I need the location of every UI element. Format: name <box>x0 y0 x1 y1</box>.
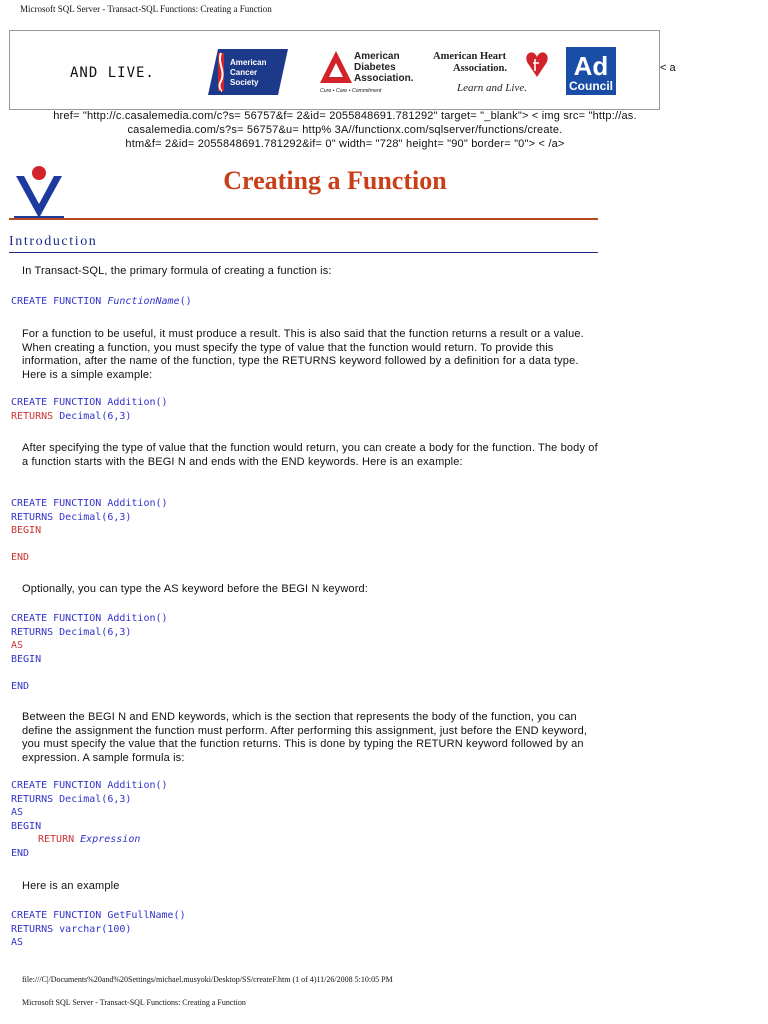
paragraph: Here is an example <box>22 880 120 892</box>
code-token: FunctionName <box>107 296 180 307</box>
code-token: RETURNS <box>11 410 54 422</box>
aha-line-1: American Heart <box>433 51 507 62</box>
code-line: CREATE FUNCTION Addition() <box>11 498 168 509</box>
footer-file-path: file:///C|/Documents%20and%20Settings/michael.musyoki/Desktop/SS/createF.htm (1 of 4)11/26/2008 5:10:05 PM <box>22 975 393 984</box>
raw-html-line: casalemedia.com/s?s= 56757&u= http% 3A//functionx.com/sqlserver/functions/create. <box>127 124 563 136</box>
code-token: Expression <box>80 834 141 846</box>
code-token: RETURN <box>38 834 75 846</box>
raw-html-line: href= "http://c.casalemedia.com/c?s= 56757&f= 2&id= 2055848691.781292" target= "_blank"> < img src= "http://as. <box>53 110 637 122</box>
code-line: CREATE FUNCTION Addition() <box>11 780 168 791</box>
footer-page-title: Microsoft SQL Server - Transact-SQL Functions: Creating a Function <box>22 998 246 1007</box>
ad-council-logo[interactable] <box>566 47 616 95</box>
ad-banner[interactable] <box>9 30 660 110</box>
paragraph: Optionally, you can type the AS keyword before the BEGI N keyword: <box>22 583 368 595</box>
functionx-logo <box>14 162 64 220</box>
code-line: BEGIN <box>11 653 42 665</box>
code-line: CREATE FUNCTION Addition() <box>11 397 168 408</box>
code-line: RETURNS Decimal(6,3) <box>11 626 132 638</box>
section-heading-introduction: Introduction <box>9 234 98 249</box>
code-line: BEGIN <box>11 820 42 832</box>
ada-line-3: Association. <box>354 73 414 84</box>
adc-line-1: Ad <box>573 51 609 81</box>
adc-line-2: Council <box>569 79 613 93</box>
code-token: CREATE FUNCTION <box>11 296 102 307</box>
code-line: RETURNS Decimal(6,3) <box>11 793 132 805</box>
code-line: CREATE FUNCTION GetFullName() <box>11 910 186 921</box>
code-block-as <box>11 612 168 694</box>
aha-tagline: Learn and Live. <box>457 82 527 94</box>
code-line: END <box>11 847 30 859</box>
acs-line-2: Cancer <box>230 68 258 77</box>
american-diabetes-association-logo[interactable] <box>320 47 420 97</box>
section-divider <box>9 252 598 253</box>
code-line: CREATE FUNCTION Addition() <box>11 613 168 624</box>
code-block-returns <box>11 396 168 423</box>
code-block-begin-end <box>11 497 168 565</box>
code-block-return <box>11 779 168 861</box>
ada-tagline: Cure • Care • Commitment <box>320 88 382 94</box>
code-token: () <box>179 296 192 307</box>
american-heart-association-logo[interactable] <box>433 45 549 97</box>
code-line: END <box>11 552 30 564</box>
aha-line-2: Association. <box>453 63 507 74</box>
code-line: AS <box>11 640 24 652</box>
code-line: AS <box>11 937 24 949</box>
ad-and-live-text: AND LIVE. <box>70 65 155 81</box>
code-line: RETURNS Decimal(6,3) <box>11 511 132 523</box>
ada-line-1: American <box>354 51 400 62</box>
ada-line-2: Diabetes <box>354 62 396 73</box>
raw-html-line: htm&f= 2&id= 2055848691.781292&if= 0" width= "728" height= "90" border= "0"> < /a> <box>125 138 565 150</box>
page-title: Creating a Function <box>223 166 447 195</box>
code-token: Decimal(6,3) <box>59 410 132 422</box>
paragraph: Between the BEGI N and END keywords, which is the section that represents the body of the function, you can define the assignment the function must perform. After performing this assignment, just before the END keyword, you must specify the value that the function returns. This is done by typing the RETURN keyword followed by an expression. A sample formula is: <box>22 711 588 765</box>
page-header-title: Microsoft SQL Server - Transact-SQL Functions: Creating a Function <box>20 4 272 14</box>
paragraph: After specifying the type of value that the function would return, you can create a body for the function. The body of a function starts with the BEGI N and ends with the END keywords. Here is an example: <box>22 442 598 468</box>
paragraph: For a function to be useful, it must produce a result. This is also said that the function returns a result or a value. When creating a function, you must specify the type of value that the function would return. To provide this information, after the name of the function, type the RETURNS keyword followed by a definition for a data type. Here is a simple example: <box>22 328 584 382</box>
heart-icon <box>526 52 547 77</box>
title-divider <box>9 218 598 220</box>
code-line: AS <box>11 807 24 819</box>
raw-anchor-text: < a <box>660 62 676 74</box>
acs-line-1: American <box>230 58 267 67</box>
american-cancer-society-logo[interactable] <box>208 49 288 95</box>
code-line: END <box>11 680 30 692</box>
raw-ad-html-text <box>0 109 690 151</box>
code-block-example <box>11 909 186 950</box>
code-block-formula <box>11 295 192 309</box>
acs-line-3: Society <box>230 78 259 87</box>
code-line: BEGIN <box>11 525 42 537</box>
paragraph: In Transact-SQL, the primary formula of creating a function is: <box>22 265 332 277</box>
code-line: RETURNS varchar(100) <box>11 923 132 935</box>
